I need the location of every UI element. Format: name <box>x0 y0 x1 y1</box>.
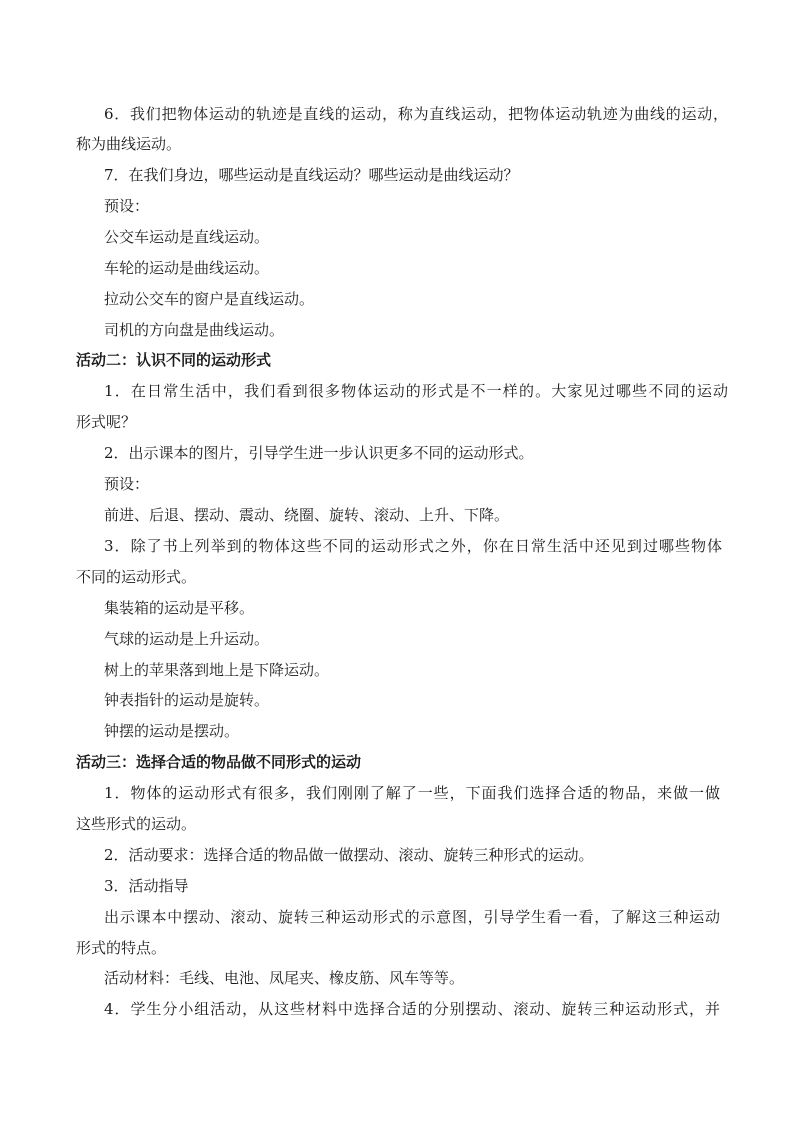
paragraph-line: 出示课本中摆动、滚动、旋转三种运动形式的示意图，引导学生看一看，了解这三种运动 <box>104 908 720 926</box>
preset-label: 预设： <box>104 475 150 493</box>
example-item: 气球的运动是上升运动。 <box>104 630 270 648</box>
preset-item: 公交车运动是直线运动。 <box>104 228 270 246</box>
paragraph-line: 形式的特点。 <box>76 939 167 957</box>
paragraph-line: 2．出示课本的图片，引导学生进一步认识更多不同的运动形式。 <box>104 444 534 462</box>
preset-item: 车轮的运动是曲线运动。 <box>104 259 270 277</box>
example-item: 钟表指针的运动是旋转。 <box>104 691 270 709</box>
paragraph-line: 这些形式的运动。 <box>76 815 197 833</box>
preset-item: 拉动公交车的窗户是直线运动。 <box>104 290 315 308</box>
paragraph-line: 形式呢？ <box>76 413 137 431</box>
preset-label: 预设： <box>104 197 150 215</box>
paragraph-line: 3．除了书上列举到的物体这些不同的运动形式之外，你在日常生活中还见到过哪些物体 <box>104 537 722 555</box>
paragraph-line: 1．在日常生活中，我们看到很多物体运动的形式是不一样的。大家见过哪些不同的运动 <box>104 382 728 400</box>
paragraph-6-line-2: 称为曲线运动。 <box>76 135 182 153</box>
paragraph-line: 4．学生分小组活动，从这些材料中选择合适的分别摆动、滚动、旋转三种运动形式，并 <box>104 1000 720 1018</box>
paragraph-line: 3．活动指导 <box>104 877 189 895</box>
example-item: 集装箱的运动是平移。 <box>104 599 255 617</box>
section-heading-activity-2: 活动二：认识不同的运动形式 <box>76 351 272 369</box>
question-7: 7．在我们身边，哪些运动是直线运动？哪些运动是曲线运动？ <box>104 166 519 184</box>
preset-item: 司机的方向盘是曲线运动。 <box>104 321 285 339</box>
paragraph-line: 不同的运动形式。 <box>76 568 197 586</box>
example-item: 树上的苹果落到地上是下降运动。 <box>104 661 330 679</box>
paragraph-6-line-1: 6．我们把物体运动的轨迹是直线的运动，称为直线运动，把物体运动轨迹为曲线的运动， <box>104 105 728 123</box>
paragraph-line: 2．活动要求：选择合适的物品做一做摆动、滚动、旋转三种形式的运动。 <box>104 846 594 864</box>
section-heading-activity-3: 活动三：选择合适的物品做不同形式的运动 <box>76 753 362 771</box>
paragraph-line: 1．物体的运动形式有很多，我们刚刚了解了一些，下面我们选择合适的物品，来做一做 <box>104 784 720 802</box>
materials-line: 活动材料：毛线、电池、凤尾夹、橡皮筋、风车等等。 <box>104 969 465 987</box>
preset-item: 前进、后退、摆动、震动、绕圈、旋转、滚动、上升、下降。 <box>104 506 510 524</box>
example-item: 钟摆的运动是摆动。 <box>104 722 240 740</box>
